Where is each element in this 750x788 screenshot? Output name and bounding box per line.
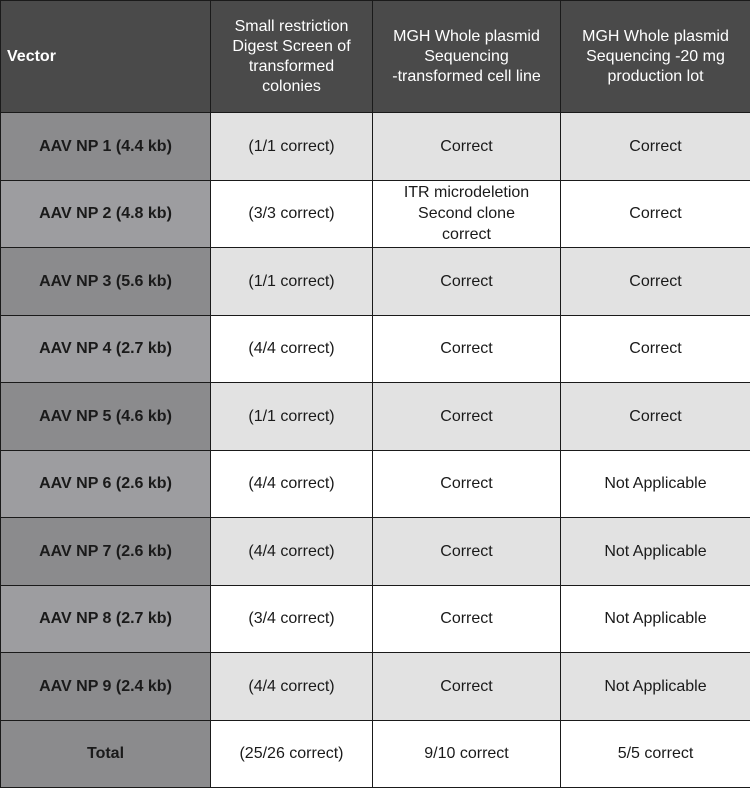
cell-line-cell <box>373 180 561 248</box>
table-row <box>1 585 750 653</box>
cell-line-cell: Correct <box>373 248 561 316</box>
header-digest-line: Small restriction <box>234 17 349 35</box>
vector-cell: AAV NP 7 (2.6 kb) <box>1 518 211 586</box>
header-row <box>1 1 750 113</box>
header-cell-line-line: -transformed cell line <box>392 67 541 85</box>
digest-cell: (1/1 correct) <box>211 383 373 451</box>
production-cell: Correct <box>561 248 750 316</box>
digest-cell: (1/1 correct) <box>211 113 373 181</box>
header-cell-line-line: Sequencing <box>424 47 509 65</box>
header-digest-line: Digest Screen of <box>232 37 351 55</box>
cell-line-cell: Correct <box>373 450 561 518</box>
header-production-line: production lot <box>607 67 704 85</box>
table-row <box>1 383 750 451</box>
cell-line-cell: Correct <box>373 315 561 383</box>
vector-cell: AAV NP 4 (2.7 kb) <box>1 315 211 383</box>
header-production-line: MGH Whole plasmid <box>582 27 729 45</box>
header-cell-line-line: MGH Whole plasmid <box>393 27 540 45</box>
header-vector: Vector <box>1 1 211 113</box>
header-mgh-production-lot <box>561 1 750 113</box>
production-cell: Not Applicable <box>561 518 750 586</box>
digest-cell: (1/1 correct) <box>211 248 373 316</box>
digest-cell: (4/4 correct) <box>211 518 373 586</box>
digest-cell: (4/4 correct) <box>211 450 373 518</box>
production-cell: Not Applicable <box>561 450 750 518</box>
header-digest-line: transformed <box>248 57 335 75</box>
production-cell: Not Applicable <box>561 653 750 721</box>
table-row <box>1 315 750 383</box>
table-row <box>1 248 750 316</box>
vector-cell: AAV NP 8 (2.7 kb) <box>1 585 211 653</box>
vector-cell: AAV NP 5 (4.6 kb) <box>1 383 211 451</box>
vector-cell: AAV NP 1 (4.4 kb) <box>1 113 211 181</box>
cell-line-cell: Correct <box>373 383 561 451</box>
header-production-line: Sequencing -20 mg <box>586 47 725 65</box>
digest-cell: (3/4 correct) <box>211 585 373 653</box>
vector-cell: AAV NP 2 (4.8 kb) <box>1 180 211 248</box>
digest-cell: (4/4 correct) <box>211 315 373 383</box>
table-row <box>1 653 750 721</box>
table-row <box>1 518 750 586</box>
table-row <box>1 450 750 518</box>
table-row <box>1 113 750 181</box>
cell-line-text: correct <box>442 226 491 244</box>
vector-cell: AAV NP 3 (5.6 kb) <box>1 248 211 316</box>
cell-line-text: Second clone <box>418 205 515 223</box>
cell-line-text: ITR microdeletion <box>403 184 530 202</box>
total-cell-line-cell: 9/10 correct <box>373 720 561 788</box>
digest-cell: (4/4 correct) <box>211 653 373 721</box>
total-digest-cell: (25/26 correct) <box>211 720 373 788</box>
cell-line-cell: Correct <box>373 585 561 653</box>
production-cell: Correct <box>561 180 750 248</box>
header-digest-line: colonies <box>262 77 321 95</box>
production-cell: Correct <box>561 113 750 181</box>
cell-line-cell: Correct <box>373 653 561 721</box>
cell-line-cell: Correct <box>373 113 561 181</box>
production-cell: Correct <box>561 383 750 451</box>
vector-cell: AAV NP 9 (2.4 kb) <box>1 653 211 721</box>
header-digest-screen <box>211 1 373 113</box>
digest-cell: (3/3 correct) <box>211 180 373 248</box>
vector-cell: AAV NP 6 (2.6 kb) <box>1 450 211 518</box>
production-cell: Not Applicable <box>561 585 750 653</box>
table-row <box>1 180 750 248</box>
total-row <box>1 720 750 788</box>
total-production-cell: 5/5 correct <box>561 720 750 788</box>
total-label: Total <box>1 720 211 788</box>
header-mgh-cell-line <box>373 1 561 113</box>
production-cell: Correct <box>561 315 750 383</box>
cell-line-cell: Correct <box>373 518 561 586</box>
